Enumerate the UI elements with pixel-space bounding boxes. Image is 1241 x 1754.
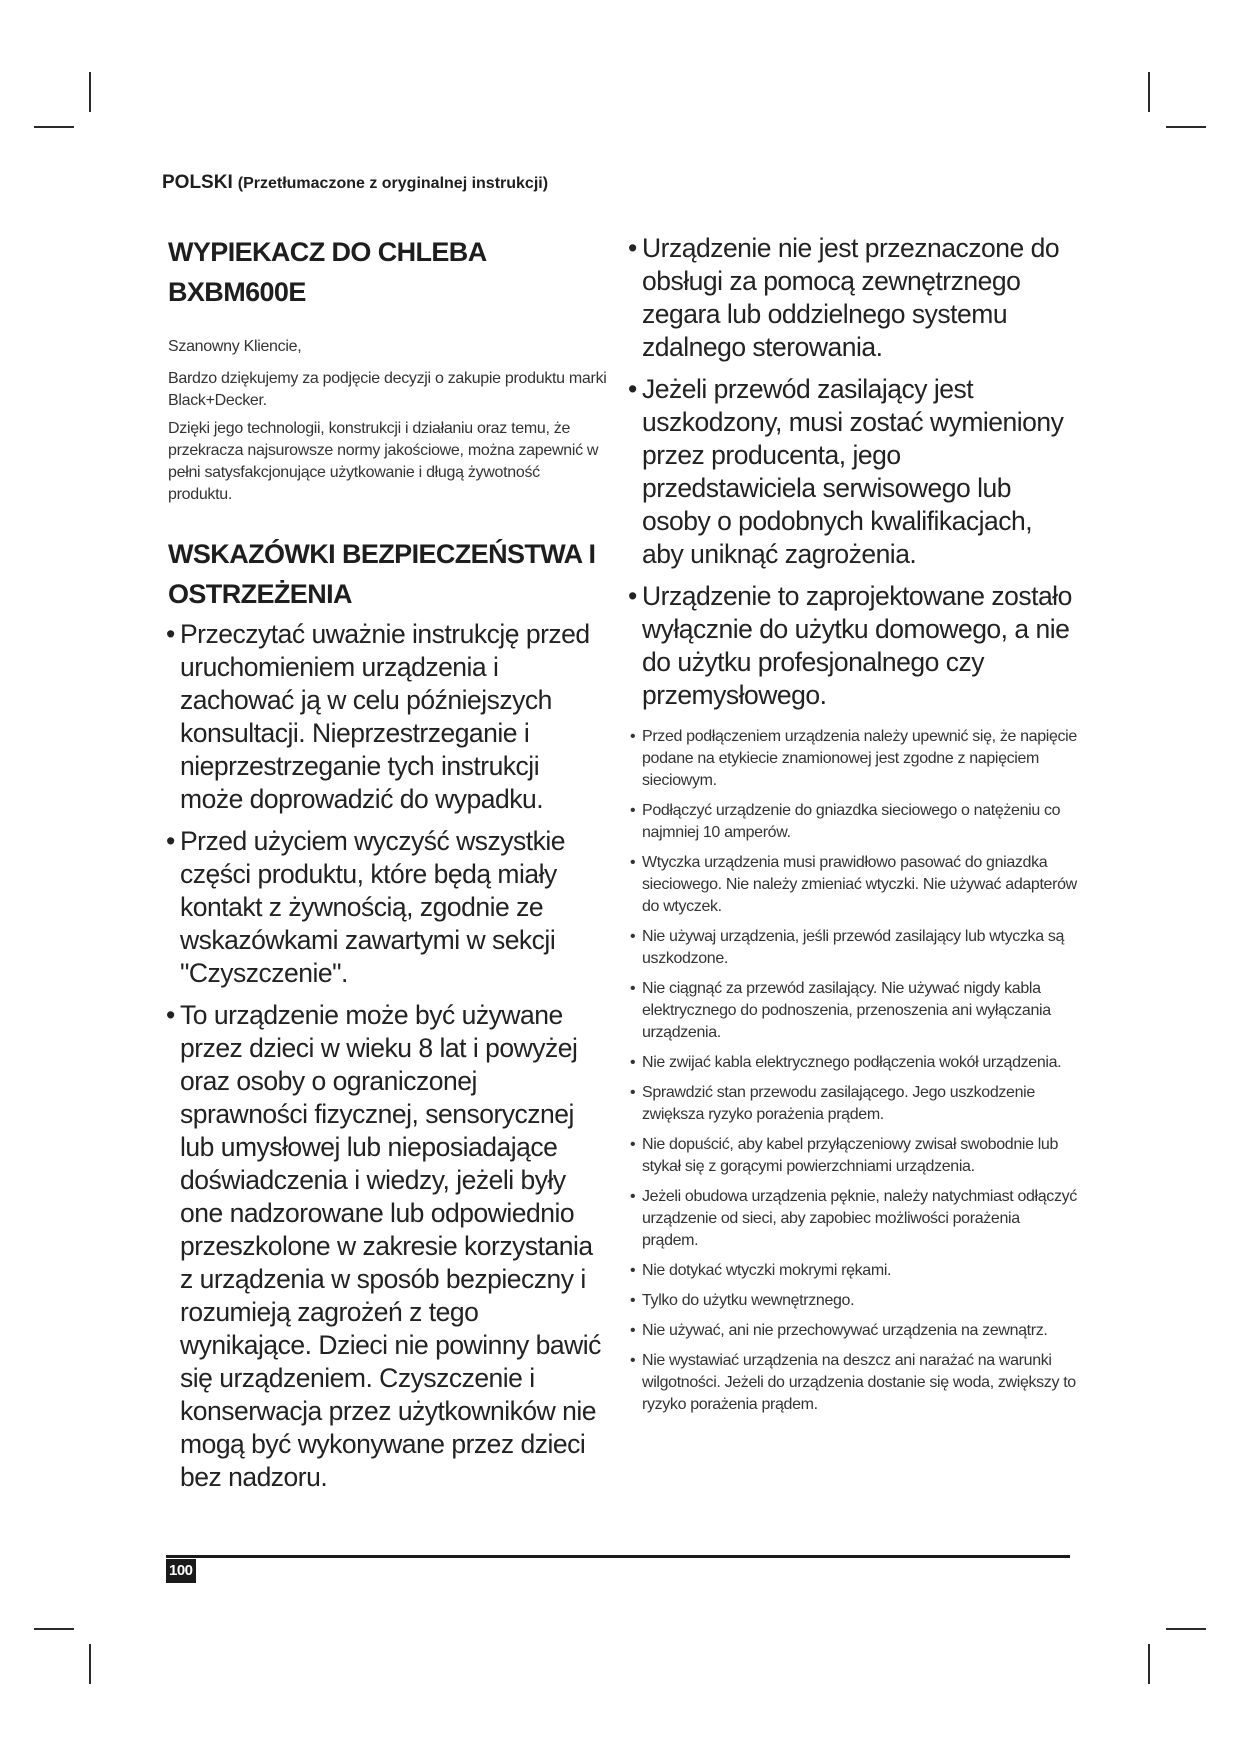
list-item: • Tylko do użytku wewnętrznego. bbox=[630, 1290, 1080, 1312]
left-column bbox=[168, 232, 608, 1503]
list-item: • Urządzenie to zaprojektowane zostało wyłącznie do użytku domowego, a nie do użytku profesjonalnego czy przemysłowego. bbox=[630, 580, 1080, 712]
safety-title-line1: WSKAZÓWKI BEZPIECZEŃSTWA I bbox=[168, 539, 596, 569]
safety-list-left bbox=[168, 618, 608, 1494]
list-item: • Sprawdzić stan przewodu zasilającego. Jego uszkodzenie zwiększa ryzyko porażenia prądem. bbox=[630, 1082, 1080, 1126]
page-number: 100 bbox=[166, 1559, 196, 1583]
crop-mark-bottom-left-vertical bbox=[89, 1644, 91, 1684]
safety-title bbox=[168, 534, 608, 614]
intro-paragraph-1: Bardzo dziękujemy za podjęcie decyzji o zakupie produktu marki Black+Decker. bbox=[168, 370, 607, 409]
list-item: • Urządzenie nie jest przeznaczone do obsługi za pomocą zewnętrznego zegara lub oddzielnego systemu zdalnego sterowania. bbox=[630, 232, 1080, 364]
list-item: • Jeżeli obudowa urządzenia pęknie, należy natychmiast odłączyć urządzenie od sieci, aby zapobiec możliwości porażenia prądem. bbox=[630, 1186, 1080, 1252]
list-item: • Nie wystawiać urządzenia na deszcz ani narażać na warunki wilgotności. Jeżeli do urządzenia dostanie się woda, zwiększy to ryzyko porażenia prądem. bbox=[630, 1350, 1080, 1416]
safety-list-right-small bbox=[630, 726, 1080, 1416]
safety-section bbox=[168, 534, 608, 1494]
list-item: • Nie ciągnąć za przewód zasilający. Nie używać nigdy kabla elektrycznego do podnoszenia, przenoszenia ani wyłączania urządzenia. bbox=[630, 978, 1080, 1044]
crop-mark-top-left-vertical bbox=[89, 72, 91, 112]
footer-rule bbox=[166, 1555, 1070, 1558]
crop-mark-top-right-vertical bbox=[1148, 72, 1150, 112]
safety-list-right-large bbox=[630, 232, 1080, 712]
list-item: • Jeżeli przewód zasilający jest uszkodzony, musi zostać wymieniony przez producenta, jego przedstawiciela serwisowego lub osoby o podobnych kwalifikacjach, aby uniknąć zagrożenia. bbox=[630, 373, 1080, 571]
document-header bbox=[162, 172, 548, 194]
intro-greeting: Szanowny Kliencie, bbox=[168, 338, 302, 355]
crop-mark-top-left-horizontal bbox=[34, 126, 74, 128]
crop-mark-bottom-right-vertical bbox=[1148, 1644, 1150, 1684]
product-title-line1: WYPIEKACZ DO CHLEBA bbox=[168, 237, 487, 267]
list-item: • Przed podłączeniem urządzenia należy upewnić się, że napięcie podane na etykiecie znamionowej jest zgodne z napięciem sieciowym. bbox=[630, 726, 1080, 792]
list-item: • Nie używaj urządzenia, jeśli przewód zasilający lub wtyczka są uszkodzone. bbox=[630, 926, 1080, 970]
list-item: • Podłączyć urządzenie do gniazdka sieciowego o natężeniu co najmniej 10 amperów. bbox=[630, 800, 1080, 844]
list-item: • Nie zwijać kabla elektrycznego podłączenia wokół urządzenia. bbox=[630, 1052, 1080, 1074]
list-item: • Wtyczka urządzenia musi prawidłowo pasować do gniazdka sieciowego. Nie należy zmieniać wtyczki. Nie używać adapterów do wtyczek. bbox=[630, 852, 1080, 918]
crop-mark-top-right-horizontal bbox=[1166, 126, 1206, 128]
product-title bbox=[168, 232, 608, 312]
list-item: • Nie dopuścić, aby kabel przyłączeniowy zwisał swobodnie lub stykał się z gorącymi powierzchniami urządzenia. bbox=[630, 1134, 1080, 1178]
list-item: • Przed użyciem wyczyść wszystkie części produktu, które będą miały kontakt z żywnością, zgodnie ze wskazówkami zawartymi w sekcji "Czyszczenie". bbox=[168, 825, 608, 990]
safety-title-line2: OSTRZEŻENIA bbox=[168, 579, 352, 609]
list-item: • Nie dotykać wtyczki mokrymi rękami. bbox=[630, 1260, 1080, 1282]
list-item: • To urządzenie może być używane przez dzieci w wieku 8 lat i powyżej oraz osoby o ograniczonej sprawności fizycznej, sensorycznej lub umysłowej lub nieposiadające doświadczenia i wiedzy, jeżeli były one nadzorowane lub odpowiednio przeszkolone w zakresie korzystania z urządzenia w sposób bezpieczny i rozumieją zagrożeń z tego wynikające. Dzieci nie powinny bawić się urządzeniem. Czyszczenie i konserwacja przez użytkowników nie mogą być wykonywane przez dzieci bez nadzoru. bbox=[168, 999, 608, 1494]
right-column bbox=[630, 232, 1080, 1424]
crop-mark-bottom-left-horizontal bbox=[34, 1628, 74, 1630]
crop-mark-bottom-right-horizontal bbox=[1166, 1628, 1206, 1630]
product-model: BXBM600E bbox=[168, 277, 306, 307]
header-subtitle: (Przetłumaczone z oryginalnej instrukcji) bbox=[237, 175, 549, 192]
list-item: • Nie używać, ani nie przechowywać urządzenia na zewnątrz. bbox=[630, 1320, 1080, 1342]
header-language: POLSKI bbox=[162, 172, 233, 193]
intro-paragraph-2: Dzięki jego technologii, konstrukcji i działaniu oraz temu, że przekracza najsurowsze normy jakościowe, można zapewnić w pełni satysfakcjonujące użytkowanie i długą żywotność produktu. bbox=[168, 420, 599, 503]
list-item: • Przeczytać uważnie instrukcję przed uruchomieniem urządzenia i zachować ją w celu późniejszych konsultacji. Nieprzestrzeganie i nieprzestrzeganie tych instrukcji może doprowadzić do wypadku. bbox=[168, 618, 608, 816]
